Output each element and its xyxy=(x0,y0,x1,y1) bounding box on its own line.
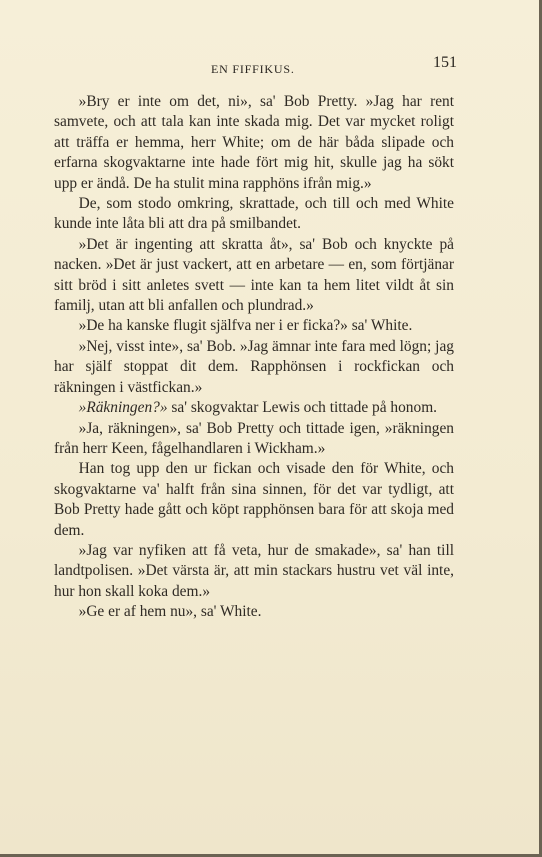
paragraph-1: »Bry er inte om det, ni», sa' Bob Pretty. »Jag har rent samvete, och att tala kan inte skada mig. Det var mycket roligt att träffa er hemma, herr White; om de här båda slipade och erfarna skogvaktarne inte hade fört mig hit, skulle jag ha sökt upp er ändå. De ha stulit mina rapphöns ifrån mig.» xyxy=(54,93,454,192)
paragraph-7: »Ja, räkningen», sa' Bob Pretty och tittade igen, »räkningen från herr Keen, fågelhandlaren i Wickham.» xyxy=(54,419,454,457)
paragraph-10: »Ge er af hem nu», sa' White. xyxy=(78,603,262,621)
paragraph-3: »Det är ingenting att skratta åt», sa' Bob och knyckte på nacken. »Det är just vackert, att en arbetare — en, som förtjänar sitt bröd i sitt anletes svett — inte kan ta hem litet vildt åt sin familj, utan att bli anfallen och plundrad.» xyxy=(54,235,454,315)
body-text xyxy=(54,92,454,623)
italic-word: »Räkningen?» xyxy=(78,399,168,417)
page-header xyxy=(54,54,457,78)
paragraph-2: De, som stodo omkring, skrattade, och till och med White kunde inte låta bli att dra på smilbandet. xyxy=(54,195,454,233)
paragraph-4: »De ha kanske flugit själfva ner i er ficka?» sa' White. xyxy=(78,317,413,335)
page-number: 151 xyxy=(433,54,457,71)
running-head: EN FIFFIKUS. xyxy=(211,62,295,76)
paragraph-9: »Jag var nyfiken att få veta, hur de smakade», sa' han till landtpolisen. »Det värsta är, att min stackars hustru vet väl inte, hur hon skall koka dem.» xyxy=(54,541,454,600)
paragraph-6 xyxy=(54,398,454,418)
paragraph-5: »Nej, visst inte», sa' Bob. »Jag ämnar inte fara med lögn; jag har själf stoppat dit dem. Rapphönsen i rockfickan och räkningen i västfickan.» xyxy=(54,337,454,396)
paragraph-6-text: sa' skogvaktar Lewis och tittade på honom. xyxy=(167,399,438,417)
paragraph-8: Han tog upp den ur fickan och visade den för White, och skogvaktarne va' halft från sina sinnen, för det var tydligt, att Bob Pretty hade gått och köpt rapphönsen bara för att skoja med dem. xyxy=(54,460,454,539)
